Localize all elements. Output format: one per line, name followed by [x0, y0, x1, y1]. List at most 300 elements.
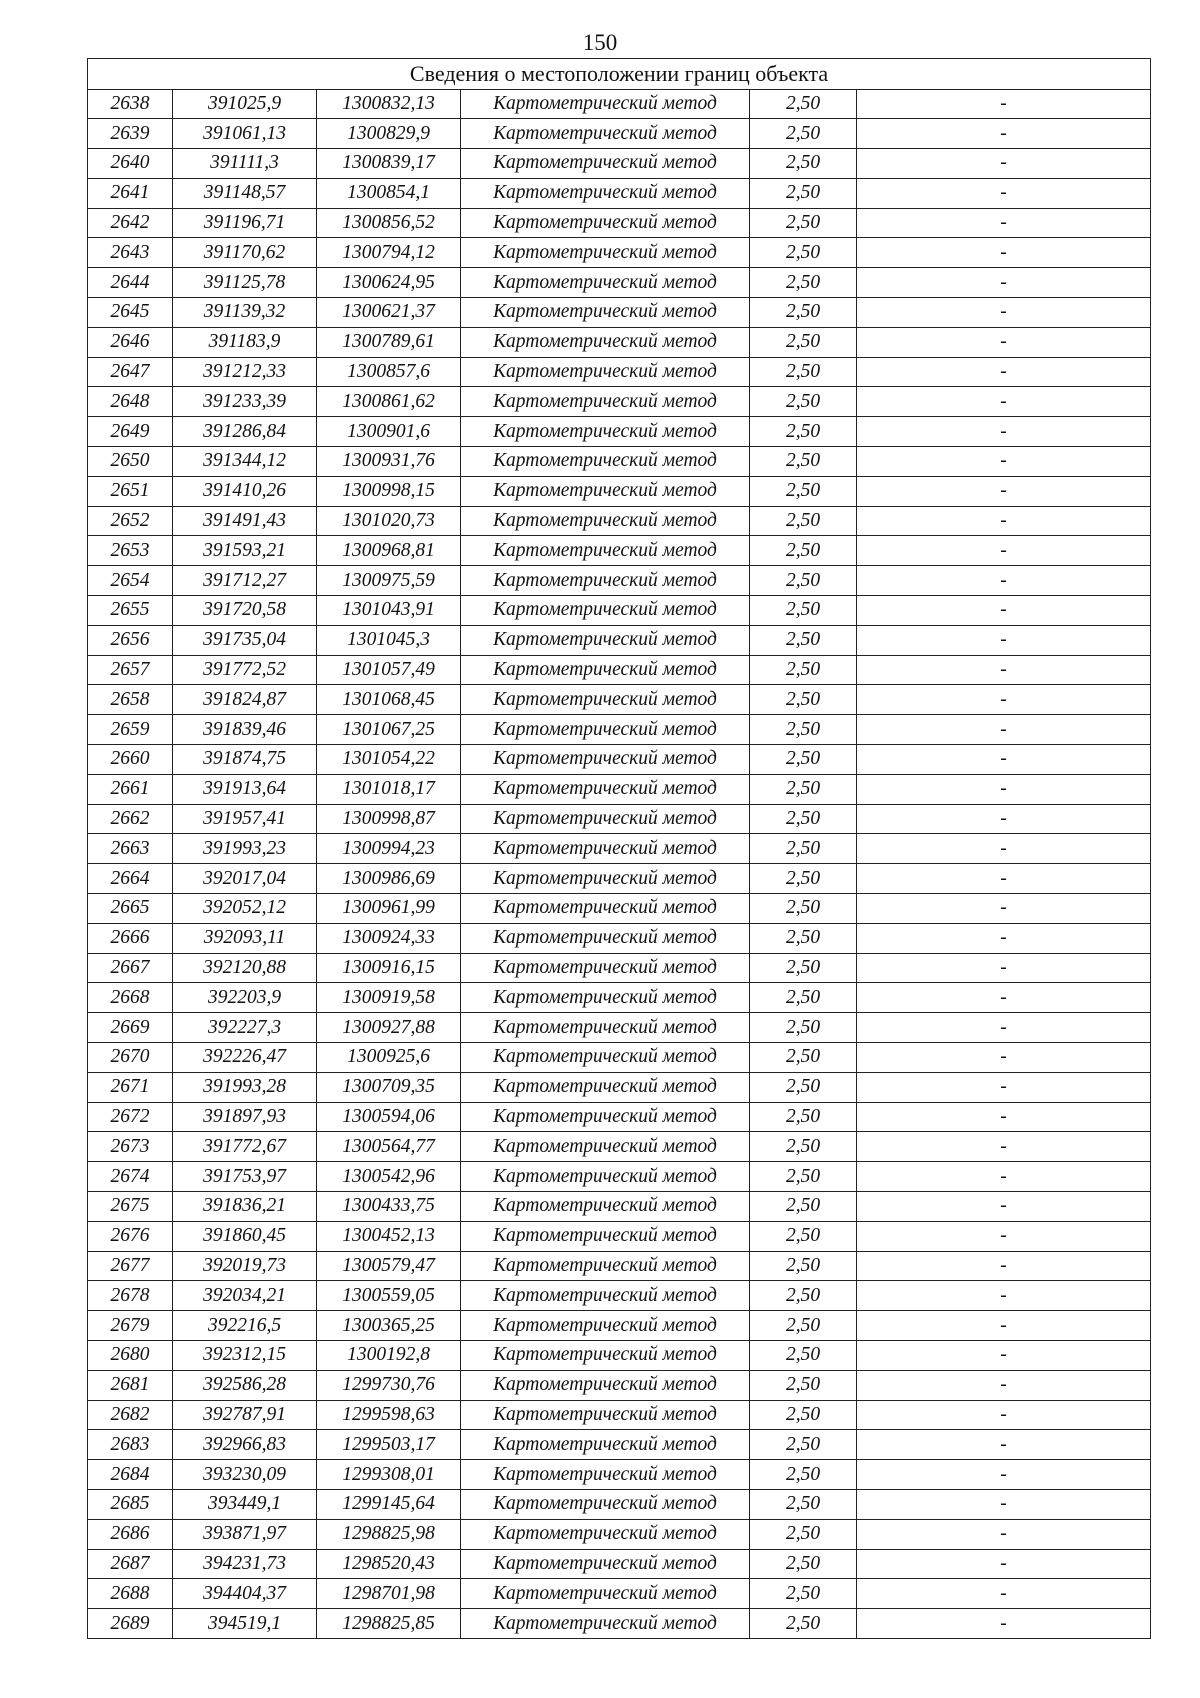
cell-point-number: 2649	[88, 417, 173, 447]
cell-y-coordinate: 1300857,6	[317, 357, 461, 387]
cell-note: -	[857, 596, 1151, 626]
cell-point-number: 2667	[88, 953, 173, 983]
cell-method: Картометрический метод	[461, 596, 750, 626]
cell-note: -	[857, 1191, 1151, 1221]
cell-method: Картометрический метод	[461, 1519, 750, 1549]
cell-note: -	[857, 268, 1151, 298]
cell-point-number: 2685	[88, 1489, 173, 1519]
cell-accuracy: 2,50	[750, 149, 857, 179]
cell-method: Картометрический метод	[461, 685, 750, 715]
cell-y-coordinate: 1300975,59	[317, 566, 461, 596]
cell-y-coordinate: 1300564,77	[317, 1132, 461, 1162]
table-row	[88, 268, 1151, 298]
cell-point-number: 2642	[88, 208, 173, 238]
cell-accuracy: 2,50	[750, 804, 857, 834]
cell-y-coordinate: 1300365,25	[317, 1311, 461, 1341]
cell-x-coordinate: 392034,21	[173, 1281, 317, 1311]
cell-method: Картометрический метод	[461, 774, 750, 804]
cell-point-number: 2677	[88, 1251, 173, 1281]
cell-note: -	[857, 685, 1151, 715]
cell-x-coordinate: 392227,3	[173, 1013, 317, 1043]
cell-method: Картометрический метод	[461, 953, 750, 983]
table-row	[88, 1072, 1151, 1102]
cell-x-coordinate: 391993,23	[173, 834, 317, 864]
cell-y-coordinate: 1301045,3	[317, 625, 461, 655]
table-row	[88, 1489, 1151, 1519]
cell-x-coordinate: 392216,5	[173, 1311, 317, 1341]
cell-y-coordinate: 1301057,49	[317, 655, 461, 685]
cell-method: Картометрический метод	[461, 1609, 750, 1639]
cell-y-coordinate: 1300856,52	[317, 208, 461, 238]
cell-x-coordinate: 391772,67	[173, 1132, 317, 1162]
cell-note: -	[857, 149, 1151, 179]
cell-note: -	[857, 238, 1151, 268]
cell-accuracy: 2,50	[750, 89, 857, 119]
cell-method: Картометрический метод	[461, 1132, 750, 1162]
table-row	[88, 1370, 1151, 1400]
cell-accuracy: 2,50	[750, 417, 857, 447]
cell-point-number: 2643	[88, 238, 173, 268]
page-number: 150	[582, 30, 618, 55]
cell-method: Картометрический метод	[461, 298, 750, 328]
cell-point-number: 2638	[88, 89, 173, 119]
cell-note: -	[857, 1102, 1151, 1132]
cell-accuracy: 2,50	[750, 268, 857, 298]
cell-x-coordinate: 392203,9	[173, 983, 317, 1013]
cell-accuracy: 2,50	[750, 327, 857, 357]
table-title: Сведения о местоположении границ объекта	[88, 59, 1151, 90]
cell-x-coordinate: 391212,33	[173, 357, 317, 387]
cell-x-coordinate: 391712,27	[173, 566, 317, 596]
cell-y-coordinate: 1298701,98	[317, 1579, 461, 1609]
cell-point-number: 2671	[88, 1072, 173, 1102]
cell-accuracy: 2,50	[750, 298, 857, 328]
cell-point-number: 2658	[88, 685, 173, 715]
cell-accuracy: 2,50	[750, 655, 857, 685]
cell-note: -	[857, 566, 1151, 596]
cell-method: Картометрический метод	[461, 506, 750, 536]
table-row	[88, 1400, 1151, 1430]
cell-point-number: 2648	[88, 387, 173, 417]
cell-y-coordinate: 1301043,91	[317, 596, 461, 626]
cell-accuracy: 2,50	[750, 1609, 857, 1639]
cell-accuracy: 2,50	[750, 387, 857, 417]
cell-point-number: 2688	[88, 1579, 173, 1609]
cell-y-coordinate: 1300861,62	[317, 387, 461, 417]
cell-point-number: 2679	[88, 1311, 173, 1341]
cell-point-number: 2639	[88, 119, 173, 149]
table-row	[88, 476, 1151, 506]
table-row	[88, 357, 1151, 387]
cell-method: Картометрический метод	[461, 1251, 750, 1281]
cell-accuracy: 2,50	[750, 1191, 857, 1221]
table-row	[88, 1221, 1151, 1251]
cell-point-number: 2647	[88, 357, 173, 387]
cell-point-number: 2673	[88, 1132, 173, 1162]
cell-note: -	[857, 506, 1151, 536]
cell-accuracy: 2,50	[750, 983, 857, 1013]
cell-point-number: 2681	[88, 1370, 173, 1400]
cell-method: Картометрический метод	[461, 655, 750, 685]
cell-x-coordinate: 394519,1	[173, 1609, 317, 1639]
cell-note: -	[857, 864, 1151, 894]
cell-note: -	[857, 1132, 1151, 1162]
cell-point-number: 2645	[88, 298, 173, 328]
cell-method: Картометрический метод	[461, 1579, 750, 1609]
table-row	[88, 1519, 1151, 1549]
cell-x-coordinate: 392052,12	[173, 894, 317, 924]
cell-method: Картометрический метод	[461, 1549, 750, 1579]
cell-x-coordinate: 392226,47	[173, 1043, 317, 1073]
cell-point-number: 2668	[88, 983, 173, 1013]
cell-x-coordinate: 391410,26	[173, 476, 317, 506]
cell-method: Картометрический метод	[461, 1191, 750, 1221]
cell-accuracy: 2,50	[750, 1430, 857, 1460]
cell-note: -	[857, 655, 1151, 685]
cell-note: -	[857, 953, 1151, 983]
cell-y-coordinate: 1299598,63	[317, 1400, 461, 1430]
cell-y-coordinate: 1300924,33	[317, 923, 461, 953]
cell-x-coordinate: 391874,75	[173, 745, 317, 775]
table-row	[88, 119, 1151, 149]
cell-y-coordinate: 1300832,13	[317, 89, 461, 119]
cell-y-coordinate: 1301067,25	[317, 715, 461, 745]
cell-note: -	[857, 1430, 1151, 1460]
table-row	[88, 506, 1151, 536]
cell-y-coordinate: 1300789,61	[317, 327, 461, 357]
cell-note: -	[857, 625, 1151, 655]
cell-accuracy: 2,50	[750, 894, 857, 924]
cell-method: Картометрический метод	[461, 864, 750, 894]
cell-note: -	[857, 1370, 1151, 1400]
cell-note: -	[857, 357, 1151, 387]
table-row	[88, 1340, 1151, 1370]
cell-y-coordinate: 1298825,98	[317, 1519, 461, 1549]
cell-note: -	[857, 447, 1151, 477]
cell-note: -	[857, 476, 1151, 506]
cell-y-coordinate: 1300624,95	[317, 268, 461, 298]
cell-method: Картометрический метод	[461, 1489, 750, 1519]
cell-note: -	[857, 327, 1151, 357]
cell-method: Картометрический метод	[461, 804, 750, 834]
table-row	[88, 715, 1151, 745]
cell-x-coordinate: 391148,57	[173, 178, 317, 208]
cell-y-coordinate: 1300931,76	[317, 447, 461, 477]
cell-x-coordinate: 393449,1	[173, 1489, 317, 1519]
cell-accuracy: 2,50	[750, 596, 857, 626]
cell-x-coordinate: 391860,45	[173, 1221, 317, 1251]
cell-note: -	[857, 983, 1151, 1013]
cell-x-coordinate: 392019,73	[173, 1251, 317, 1281]
cell-note: -	[857, 119, 1151, 149]
cell-x-coordinate: 393871,97	[173, 1519, 317, 1549]
cell-method: Картометрический метод	[461, 1162, 750, 1192]
cell-x-coordinate: 391957,41	[173, 804, 317, 834]
table-row	[88, 655, 1151, 685]
cell-point-number: 2672	[88, 1102, 173, 1132]
cell-point-number: 2687	[88, 1549, 173, 1579]
cell-y-coordinate: 1300998,15	[317, 476, 461, 506]
cell-note: -	[857, 387, 1151, 417]
cell-point-number: 2662	[88, 804, 173, 834]
cell-x-coordinate: 391170,62	[173, 238, 317, 268]
cell-x-coordinate: 391183,9	[173, 327, 317, 357]
cell-accuracy: 2,50	[750, 119, 857, 149]
cell-method: Картометрический метод	[461, 625, 750, 655]
cell-note: -	[857, 923, 1151, 953]
cell-point-number: 2656	[88, 625, 173, 655]
cell-y-coordinate: 1300916,15	[317, 953, 461, 983]
cell-note: -	[857, 1281, 1151, 1311]
cell-x-coordinate: 392966,83	[173, 1430, 317, 1460]
table-row	[88, 566, 1151, 596]
cell-note: -	[857, 1013, 1151, 1043]
cell-method: Картометрический метод	[461, 834, 750, 864]
cell-y-coordinate: 1300452,13	[317, 1221, 461, 1251]
boundary-coordinates-table	[87, 58, 1151, 1639]
cell-method: Картометрический метод	[461, 1043, 750, 1073]
cell-point-number: 2674	[88, 1162, 173, 1192]
cell-y-coordinate: 1299503,17	[317, 1430, 461, 1460]
cell-point-number: 2675	[88, 1191, 173, 1221]
table-row	[88, 1043, 1151, 1073]
cell-note: -	[857, 1221, 1151, 1251]
cell-method: Картометрический метод	[461, 89, 750, 119]
cell-method: Картометрический метод	[461, 1311, 750, 1341]
cell-method: Картометрический метод	[461, 894, 750, 924]
table-row	[88, 1013, 1151, 1043]
cell-point-number: 2659	[88, 715, 173, 745]
cell-method: Картометрический метод	[461, 387, 750, 417]
table-row	[88, 834, 1151, 864]
cell-accuracy: 2,50	[750, 1519, 857, 1549]
cell-method: Картометрический метод	[461, 1281, 750, 1311]
table-row	[88, 1102, 1151, 1132]
cell-x-coordinate: 392787,91	[173, 1400, 317, 1430]
cell-y-coordinate: 1301020,73	[317, 506, 461, 536]
cell-y-coordinate: 1300192,8	[317, 1340, 461, 1370]
cell-note: -	[857, 208, 1151, 238]
table-row	[88, 774, 1151, 804]
cell-point-number: 2669	[88, 1013, 173, 1043]
cell-x-coordinate: 392312,15	[173, 1340, 317, 1370]
cell-method: Картометрический метод	[461, 1400, 750, 1430]
cell-method: Картометрический метод	[461, 357, 750, 387]
cell-method: Картометрический метод	[461, 149, 750, 179]
table-row	[88, 536, 1151, 566]
cell-accuracy: 2,50	[750, 1281, 857, 1311]
cell-y-coordinate: 1300579,47	[317, 1251, 461, 1281]
cell-note: -	[857, 1072, 1151, 1102]
cell-x-coordinate: 391913,64	[173, 774, 317, 804]
cell-accuracy: 2,50	[750, 625, 857, 655]
cell-accuracy: 2,50	[750, 834, 857, 864]
cell-method: Картометрический метод	[461, 327, 750, 357]
cell-x-coordinate: 391720,58	[173, 596, 317, 626]
cell-x-coordinate: 392120,88	[173, 953, 317, 983]
cell-note: -	[857, 178, 1151, 208]
cell-accuracy: 2,50	[750, 685, 857, 715]
cell-point-number: 2682	[88, 1400, 173, 1430]
table-row	[88, 178, 1151, 208]
table-row	[88, 149, 1151, 179]
cell-y-coordinate: 1301068,45	[317, 685, 461, 715]
cell-x-coordinate: 391061,13	[173, 119, 317, 149]
cell-method: Картометрический метод	[461, 1221, 750, 1251]
cell-x-coordinate: 391993,28	[173, 1072, 317, 1102]
table-title-row	[88, 59, 1151, 90]
table-row	[88, 953, 1151, 983]
cell-point-number: 2654	[88, 566, 173, 596]
cell-note: -	[857, 1519, 1151, 1549]
cell-x-coordinate: 391836,21	[173, 1191, 317, 1221]
cell-x-coordinate: 392093,11	[173, 923, 317, 953]
cell-point-number: 2646	[88, 327, 173, 357]
cell-note: -	[857, 894, 1151, 924]
cell-y-coordinate: 1300901,6	[317, 417, 461, 447]
cell-accuracy: 2,50	[750, 1549, 857, 1579]
cell-accuracy: 2,50	[750, 238, 857, 268]
cell-note: -	[857, 1162, 1151, 1192]
table-row	[88, 1549, 1151, 1579]
cell-note: -	[857, 1400, 1151, 1430]
table-row	[88, 417, 1151, 447]
cell-x-coordinate: 394404,37	[173, 1579, 317, 1609]
cell-method: Картометрический метод	[461, 268, 750, 298]
cell-accuracy: 2,50	[750, 536, 857, 566]
cell-y-coordinate: 1300925,6	[317, 1043, 461, 1073]
cell-method: Картометрический метод	[461, 447, 750, 477]
table-row	[88, 1311, 1151, 1341]
table-row	[88, 923, 1151, 953]
cell-note: -	[857, 1609, 1151, 1639]
cell-accuracy: 2,50	[750, 1221, 857, 1251]
table-row	[88, 298, 1151, 328]
cell-accuracy: 2,50	[750, 1043, 857, 1073]
cell-x-coordinate: 391125,78	[173, 268, 317, 298]
cell-point-number: 2650	[88, 447, 173, 477]
table-row	[88, 1579, 1151, 1609]
cell-accuracy: 2,50	[750, 864, 857, 894]
table-row	[88, 1609, 1151, 1639]
cell-accuracy: 2,50	[750, 1013, 857, 1043]
cell-x-coordinate: 392017,04	[173, 864, 317, 894]
cell-note: -	[857, 1340, 1151, 1370]
cell-x-coordinate: 391111,3	[173, 149, 317, 179]
cell-accuracy: 2,50	[750, 953, 857, 983]
cell-y-coordinate: 1300542,96	[317, 1162, 461, 1192]
table-row	[88, 238, 1151, 268]
cell-accuracy: 2,50	[750, 476, 857, 506]
cell-point-number: 2657	[88, 655, 173, 685]
table-row	[88, 1281, 1151, 1311]
cell-accuracy: 2,50	[750, 745, 857, 775]
cell-y-coordinate: 1300927,88	[317, 1013, 461, 1043]
cell-method: Картометрический метод	[461, 119, 750, 149]
cell-y-coordinate: 1301018,17	[317, 774, 461, 804]
cell-note: -	[857, 1489, 1151, 1519]
cell-accuracy: 2,50	[750, 1460, 857, 1490]
cell-method: Картометрический метод	[461, 1102, 750, 1132]
cell-y-coordinate: 1300994,23	[317, 834, 461, 864]
cell-y-coordinate: 1300794,12	[317, 238, 461, 268]
cell-point-number: 2651	[88, 476, 173, 506]
cell-point-number: 2655	[88, 596, 173, 626]
cell-accuracy: 2,50	[750, 447, 857, 477]
cell-accuracy: 2,50	[750, 1579, 857, 1609]
cell-accuracy: 2,50	[750, 923, 857, 953]
cell-x-coordinate: 391025,9	[173, 89, 317, 119]
cell-x-coordinate: 391735,04	[173, 625, 317, 655]
cell-x-coordinate: 394231,73	[173, 1549, 317, 1579]
cell-method: Картометрический метод	[461, 745, 750, 775]
cell-accuracy: 2,50	[750, 1340, 857, 1370]
cell-point-number: 2660	[88, 745, 173, 775]
cell-note: -	[857, 745, 1151, 775]
cell-point-number: 2686	[88, 1519, 173, 1549]
cell-method: Картометрический метод	[461, 923, 750, 953]
cell-x-coordinate: 391286,84	[173, 417, 317, 447]
cell-point-number: 2653	[88, 536, 173, 566]
cell-point-number: 2641	[88, 178, 173, 208]
cell-method: Картометрический метод	[461, 238, 750, 268]
cell-note: -	[857, 1579, 1151, 1609]
table-row	[88, 625, 1151, 655]
table-row	[88, 804, 1151, 834]
cell-y-coordinate: 1300829,9	[317, 119, 461, 149]
cell-note: -	[857, 298, 1151, 328]
cell-note: -	[857, 774, 1151, 804]
cell-accuracy: 2,50	[750, 1251, 857, 1281]
table-row	[88, 894, 1151, 924]
table-row	[88, 89, 1151, 119]
table-row	[88, 1251, 1151, 1281]
cell-point-number: 2665	[88, 894, 173, 924]
cell-accuracy: 2,50	[750, 506, 857, 536]
cell-note: -	[857, 1460, 1151, 1490]
cell-accuracy: 2,50	[750, 1102, 857, 1132]
cell-y-coordinate: 1300968,81	[317, 536, 461, 566]
cell-point-number: 2683	[88, 1430, 173, 1460]
table-row	[88, 596, 1151, 626]
cell-method: Картометрический метод	[461, 1370, 750, 1400]
cell-x-coordinate: 393230,09	[173, 1460, 317, 1490]
cell-method: Картометрический метод	[461, 476, 750, 506]
cell-x-coordinate: 391824,87	[173, 685, 317, 715]
cell-point-number: 2689	[88, 1609, 173, 1639]
cell-point-number: 2644	[88, 268, 173, 298]
cell-method: Картометрический метод	[461, 1013, 750, 1043]
cell-x-coordinate: 391839,46	[173, 715, 317, 745]
cell-method: Картометрический метод	[461, 1430, 750, 1460]
cell-y-coordinate: 1300559,05	[317, 1281, 461, 1311]
cell-point-number: 2652	[88, 506, 173, 536]
cell-point-number: 2640	[88, 149, 173, 179]
cell-accuracy: 2,50	[750, 1370, 857, 1400]
cell-method: Картометрический метод	[461, 983, 750, 1013]
cell-accuracy: 2,50	[750, 1489, 857, 1519]
cell-accuracy: 2,50	[750, 774, 857, 804]
cell-note: -	[857, 715, 1151, 745]
cell-y-coordinate: 1299730,76	[317, 1370, 461, 1400]
cell-note: -	[857, 536, 1151, 566]
cell-accuracy: 2,50	[750, 178, 857, 208]
cell-note: -	[857, 804, 1151, 834]
cell-note: -	[857, 834, 1151, 864]
table-row	[88, 1460, 1151, 1490]
cell-x-coordinate: 391753,97	[173, 1162, 317, 1192]
cell-x-coordinate: 391139,32	[173, 298, 317, 328]
